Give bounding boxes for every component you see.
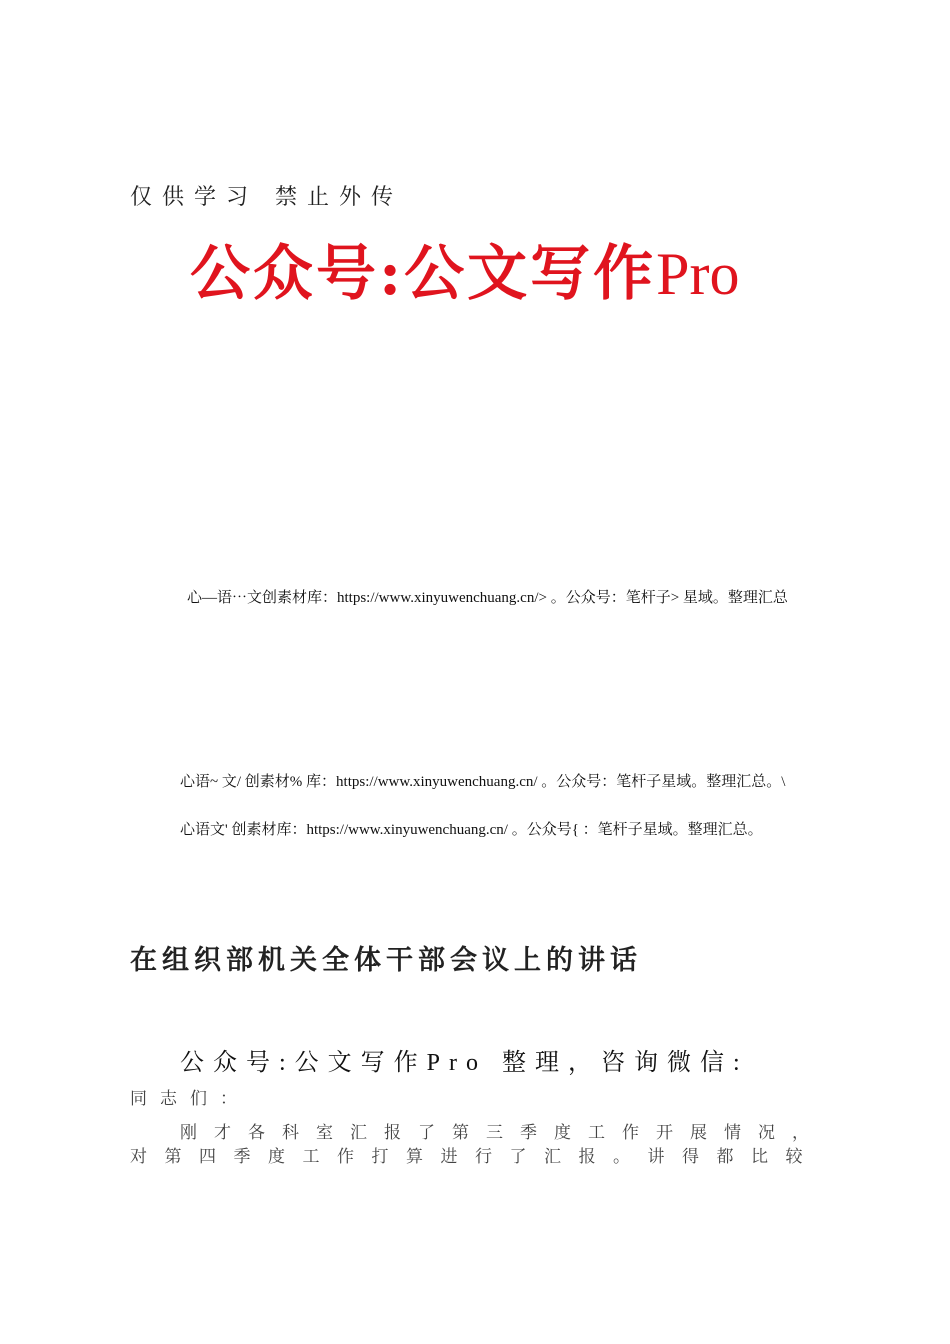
source-line: 心—语⋯文创素材库：https://www.xinyuwenchuang.cn/> 。公众号：笔杆子> 星域。整理汇总 — [187, 590, 788, 606]
brand-cjk: 公众号:公文写作 — [190, 239, 657, 309]
body-line: 对第四季度工作打算进行了汇报。讲得都比较 — [130, 1147, 820, 1166]
brand-latin: Pro — [656, 241, 740, 307]
article-subline: 公众号:公文写作Pro 整理，咨询微信: — [180, 1050, 749, 1076]
source-paragraph-2: 心语文' 创素材库：https://www.xinyuwenchuang.cn/ 。公众号{ ：笔杆子星域。整理汇总。 — [180, 822, 763, 838]
greeting: 同志们： — [130, 1089, 250, 1108]
brand-banner — [190, 226, 740, 312]
body-line: 刚才各科室汇报了第三季度工作开展情况， — [180, 1123, 826, 1142]
source-paragraph-1: 心语~ 文/ 创素材% 库：https://www.xinyuwenchuang.cn/ 。公众号：笔杆子星域。整理汇总。\ — [180, 774, 786, 790]
article-title: 在组织部机关全体干部会议上的讲话 — [130, 945, 642, 976]
notice-text: 仅供学习 禁止外传 — [130, 185, 403, 210]
